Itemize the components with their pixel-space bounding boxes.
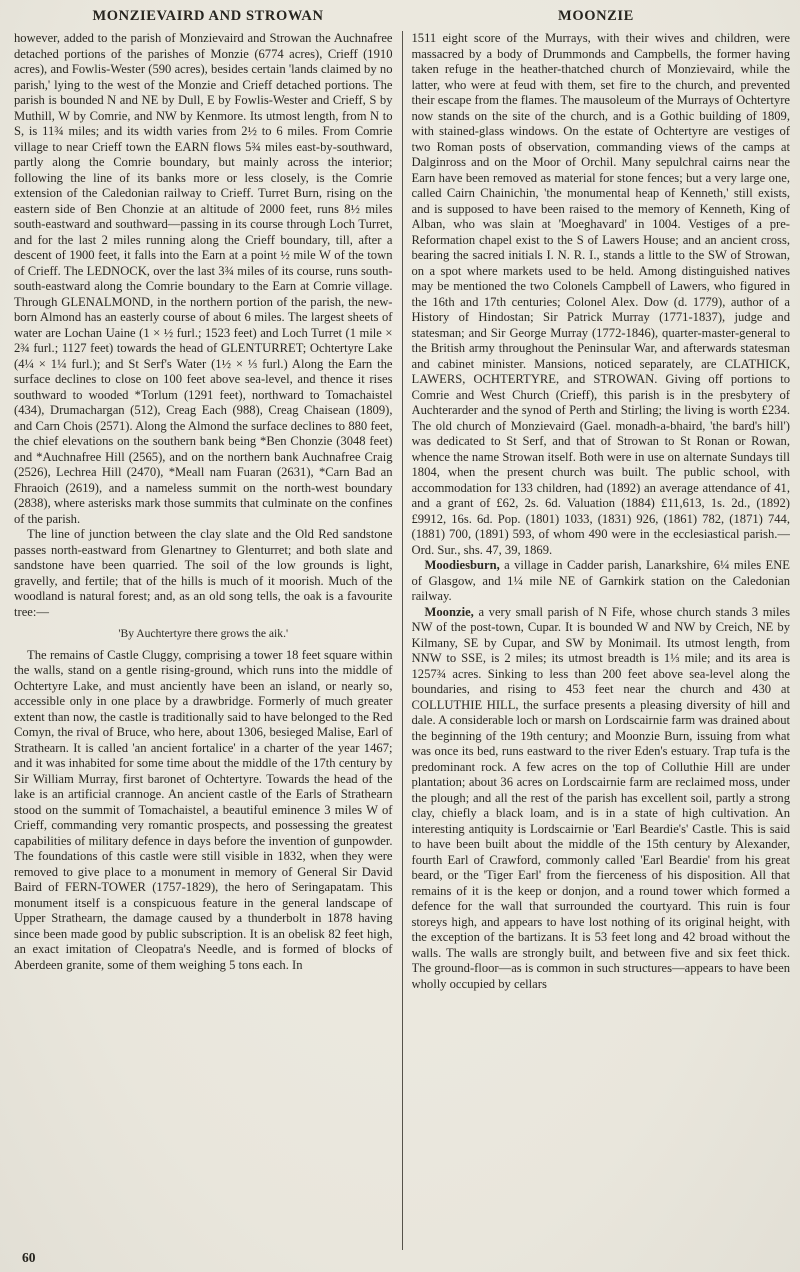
entry-headword: Moonzie, <box>424 604 474 619</box>
right-column-header: MOONZIE <box>558 8 634 24</box>
paragraph-castle-cluggy: The remains of Castle Cluggy, comprising a tower 18 feet square within the walls, stand on a gentle rising-ground, which runs into the middle of Ochtertyre Lake, and must anciently have been an island, or nearly so, accessible only in one place by a drawbridge. Formerly of much greater extent than now, the castle is traditionally said to have belonged to the Red Comyn, the rival of Bruce, who here, about 1306, besieged Malise, Earl of Strathearn. It is called 'an ancient fortalice' in a charter of the year 1467; and it was inhabited for some time about the middle of the 17th century by Sir William Murray, first baronet of Ochtertyre. Towards the head of the lake is an artificial crannoge. An ancient castle of the Earls of Strathearn stood on the summit of Tomachaistel, a beautiful eminence 3 miles W of Crieff, commanding very romantic prospects, and possessing the greatest capabilities of military defence in days before the invention of gunpowder. The foundations of this castle were still visible in 1832, when they were removed to give place to a monument in memory of General Sir David Baird of FERN-TOWER (1757-1829), the hero of Seringapatam. This monument itself is a conspicuous feature in the general landscape of Upper Strathearn, the damage caused by a thunderbolt in 1878 having since been made good by public subscription. It is an obelisk 82 feet high, an exact imitation of Cleopatra's Needle, and is formed of blocks of Aberdeen granite, some of them weighing 5 tons each. In <box>14 647 393 972</box>
column-divider <box>402 31 403 1250</box>
entry-headword: Moodiesburn, <box>424 558 500 572</box>
paragraph-junction: The line of junction between the clay slate and the Old Red sandstone passes north-eastward from Glenartney to Glenturret; and both slate and sandstone have been quarried. The soil of the low grounds is light, gravelly, and fertile; that of the hills is much of it moorish. Much of the woodland is natural forest; and, as an old song tells, the oak is a favourite tree:— <box>14 527 393 619</box>
entry-text: a village in Cadder parish, Lanarkshire, 6¼ miles ENE of Glasgow, and 1¼ mile NE of Garnkirk station on the Caledonian railway. <box>411 558 790 603</box>
right-column <box>412 31 791 1250</box>
entry-moonzie <box>412 605 791 993</box>
running-headers <box>0 0 800 28</box>
page-number: 60 <box>22 1250 36 1265</box>
left-column-header: MONZIEVAIRD AND STROWAN <box>92 8 324 24</box>
paragraph-continuation: however, added to the parish of Monzievaird and Strowan the Auchnafree detached portions of the parishes of Monzie (6774 acres), Crieff (1910 acres), and Fowlis-Wester (590 acres), besides certain 'lands claimed by no parish,' lying to the west of the Monzie and Crieff detached portions. The parish is bounded N and NE by Dull, E by Fowlis-Wester and Crieff, S by Muthill, W by Comrie, and NW by Kenmore. Its utmost length, from N to S, is 11¾ miles; and its width varies from 2½ to 6 miles. From Comrie village to near Crieff town the EARN flows 5¾ miles east-by-southward, partly along the Comrie boundary, but mainly across the interior; following the line of its banks more or less closely, is the Comrie extension of the Caledonian railway to Crieff. Turret Burn, rising on the eastern side of Ben Chonzie at an altitude of 2000 feet, runs 8½ miles south-eastward and southward—passing in its course through Loch Turret, and for the last 2 miles running along the Crieff boundary, till, after a descent of 1900 feet, it falls into the Earn at a point ½ mile W of the town of Crieff. The LEDNOCK, over the last 3¾ miles of its course, runs south-south-eastward along the Comrie boundary to the Earn at Comrie village. Through GLENALMOND, in the northern portion of the parish, the new-born Almond has an easterly course of about 6 miles. The largest sheets of water are Lochan Uaine (1 × ½ furl.; 1523 feet) and Loch Turret (1 mile × 2¾ furl.; 1127 feet) towards the head of GLENTURRET; Ochtertyre Lake (4¼ × 1¼ furl.); and St Serf's Water (1½ × ⅓ furl.) Along the Earn the surface declines to close on 100 feet above sea-level, and thence it rises southward to wooded *Torlum (1291 feet), northward to Tomachaistel (434), Drumachargan (512), Creag Each (988), Creag Chaisean (1809), and Carn Chois (2571). Along the Almond the surface declines to 880 feet, the chief elevations on the southern bank being *Ben Chonzie (3048 feet) and *Auchnafree Hill (2565), and on the northern bank Auchnafree Craig (2526), Lechrea Hill (2470), *Meall nam Fuaran (2631), *Carn Bad an Fhraoich (2619), and a nameless summit on the north-west boundary (2838), where asterisks mark those summits that culminate on the confines of the parish. <box>14 31 393 526</box>
paragraph-continuation: 1511 eight score of the Murrays, with their wives and children, were massacred by a body of Drummonds and Campbells, the former having taken refuge in the heather-thatched church of Monzievaird, while the latter, who were at feud with them, set fire to the church, and prevented their escape from the flames. The mausoleum of the Murrays of Ochtertyre now stands on the site of the church, and is a Gothic building of 1809, with stained-glass windows. On the estate of Ochtertyre are vestiges of two Roman posts of observation, commanding views of the camps at Dalginross and on the Moor of Orchil. Many sepulchral cairns near the Earn have been removed as material for stone fences; but a very large one, called Cairn Chainichin, 'the monumental heap of Kenneth,' still exists, and is supposed to have been raised to the memory of Kenneth, King of Alban, who was slain at 'Moeghavard' in 1004. Vestiges of a pre-Reformation chapel exist to the S of Lawers House; and an ancient cross, bearing the sacred initials I. N. R. I., stands a little to the SW of Strowan, on a spot where markets used to be held. Among distinguished natives may be mentioned the two Colonels Campbell of Lawers, who figured in the 16th and 17th centuries; Colonel Alex. Dow (d. 1779), author of a History of Hindostan; Sir Patrick Murray (1771-1837), judge and statesman; and Sir George Murray (1772-1846), quarter-master-general to the British army throughout the Peninsular War, and afterwards statesman and cabinet minister. Mansions, noticed separately, are CLATHICK, LAWERS, OCHTERTYRE, and STROWAN. Giving off portions to Comrie and West Church (Crieff), this parish is in the presbytery of Auchterarder and the synod of Perth and Stirling; the living is worth £234. The old church of Monzievaird (Gael. monadh-a-bhaird, 'the bard's hill') was dedicated to St Serf, and that of Strowan to St Ronan or Rowan, whence the name Strowan itself. Both were in use on alternate Sundays till 1804, when the present church was built. The public school, with accommodation for 133 children, had (1892) an average attendance of 41, and a grant of £62, 2s. 6d. Valuation (1884) £11,613, 1s. 2d., (1892) £9912, 16s. 6d. Pop. (1801) 1033, (1831) 926, (1861) 782, (1871) 744, (1881) 700, (1891) 593, of whom 490 were in the ecclesiastical parish.—Ord. Sur., shs. 47, 39, 1869. <box>411 31 790 557</box>
entry-text: a very small parish of N Fife, whose church stands 3 miles NW of the post-town, Cupar. It is bounded W and NW by Creich, NE by Kilmany, SE by Cupar, and SW by Monimail. Its utmost length, from NNW to SSE, is 2 miles; its utmost breadth is 1⅓ mile; and its area is 1257¾ acres. Sinking to less than 200 feet above sea-level along the boundaries, and rising to 453 feet near the church and 430 at COLLUTHIE HILL, the surface presents a pleasing diversity of hill and dale. A considerable loch or marsh on Lordscairnie farm was drained about the beginning of the 19th century; and Moonzie Burn, issuing from what was once its bed, runs eastward to the river Eden's estuary. Trap tufa is the predominant rock. A few acres on the top of Colluthie Hill are under plantation; about 36 acres on Lordscairnie farm are reclaimed moss, under the plough; and all the rest of the parish has excellent soil, partly a strong clay, chiefly a black loam, and is in a state of high cultivation. An interesting antiquity is Lordscairnie or 'Earl Beardie's' Castle. This is said to have been built about the middle of the 15th century by Alexander, fourth Earl of Crawford, commonly called 'Earl Beardie' from his great beard, or the 'Tiger Earl' from the fierceness of his disposition. All that remains of it is the keep or donjon, and a round tower which formed a defence for the wall that surrounded the courtyard. This ruin is four storeys high, and appears to have lost nothing of its original height, with the exception of the bartizans. It is 53 feet long and 42 broad without the walls. The walls are strongly built, and between five and six feet thick. The ground-floor—as is common in such structures—appears to have been wholly occupied by cellars <box>411 604 790 991</box>
left-column <box>14 31 393 1250</box>
entry-moodiesburn <box>412 558 791 605</box>
two-column-text <box>0 28 800 1250</box>
song-quote: 'By Auchtertyre there grows the aik.' <box>118 627 289 640</box>
